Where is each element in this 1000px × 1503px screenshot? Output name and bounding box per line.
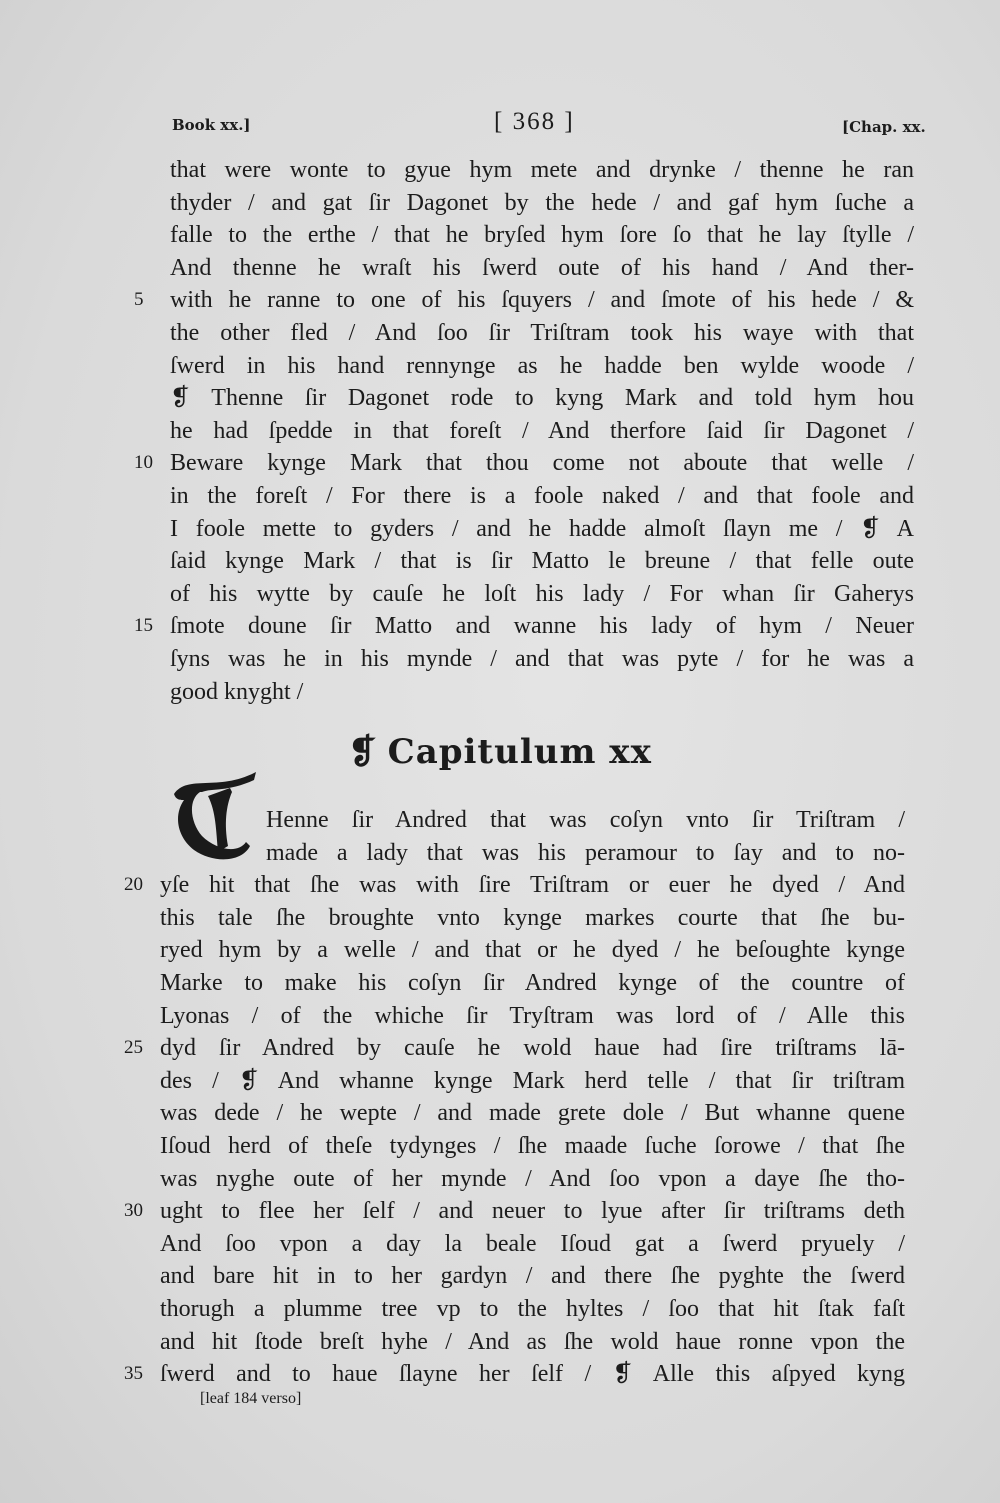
line-number: 35 — [124, 1363, 143, 1385]
line-text: falle to the erthe / that he bryſed hym ſore ſo that he lay ſtylle / — [170, 222, 914, 249]
line-text: good knyght / — [170, 678, 304, 705]
line-text: ❡ Thenne ſir Dagonet rode to kyng Mark and told hym hou — [170, 385, 914, 412]
text-line — [266, 837, 905, 870]
line-text: with he ranne to one of his ſquyers / and ſmote of his hede / & — [170, 287, 914, 314]
text-line — [170, 219, 914, 252]
line-text: Lyonas / of the whiche ſir Tryſtram was lord of / Alle this — [160, 1002, 905, 1029]
text-line — [134, 284, 914, 317]
text-line — [160, 1130, 905, 1163]
line-number: 20 — [124, 874, 143, 896]
text-line — [124, 1032, 905, 1065]
text-line — [170, 676, 914, 709]
line-text: thorugh a plumme tree vp to the hyltes / ſoo that hit ſtak faſt — [160, 1295, 905, 1322]
text-line — [266, 804, 905, 837]
text-line — [134, 610, 914, 643]
line-text: that were wonte to gyue hym mete and drynke / thenne he ran — [170, 157, 914, 183]
text-line — [160, 967, 905, 1000]
line-text: Beware kynge Mark that thou come not aboute that welle / — [170, 450, 914, 477]
line-text: dyd ſir Andred by cauſe he wold haue had ſire triſtrams lā- — [160, 1035, 905, 1062]
text-line — [124, 1195, 905, 1228]
text-line — [160, 1097, 905, 1130]
text-line — [160, 1293, 905, 1326]
text-line — [170, 578, 914, 611]
page-number: [ 368 ] — [494, 108, 575, 135]
text-line — [160, 1260, 905, 1293]
text-line — [134, 447, 914, 480]
line-text: of his wytte by cauſe he loſt his lady / For whan ſir Gaherys — [170, 580, 914, 607]
line-text: des / ❡ And whanne kynge Mark herd telle / that ſir triſtram — [160, 1067, 905, 1094]
line-number: 15 — [134, 615, 153, 637]
text-line — [170, 545, 914, 578]
header-book-label: Book xx.] — [172, 116, 251, 134]
line-text: thyder / and gat ſir Dagonet by the hede / and gaf hym ſuche a — [170, 189, 914, 216]
leaf-note: [leaf 184 verso] — [200, 1390, 302, 1407]
header-chapter-label: [Chap. xx. — [842, 118, 926, 136]
paragraph-1 — [134, 154, 914, 708]
line-text: made a lady that was his peramour to ſay and to no- — [266, 839, 905, 866]
text-line — [170, 350, 914, 383]
text-line — [160, 934, 905, 967]
line-text: ſyns was he in his mynde / and that was pyte / for he was a — [170, 645, 914, 672]
line-text: he had ſpedde in that foreſt / And therfore ſaid ſir Dagonet / — [170, 417, 914, 444]
text-line — [160, 902, 905, 935]
text-line — [160, 1000, 905, 1033]
text-line — [170, 643, 914, 676]
line-number: 25 — [124, 1037, 143, 1059]
line-text: and bare hit in to her gardyn / and there ſhe pyghte the ſwerd — [160, 1263, 905, 1290]
text-line — [170, 154, 914, 187]
line-text: yſe hit that ſhe was with ſire Triſtram or euer he dyed / And — [160, 872, 905, 899]
text-line — [170, 513, 914, 546]
line-text: ſaid kynge Mark / that is ſir Matto le breune / that felle oute — [170, 548, 914, 575]
line-number: 10 — [134, 452, 153, 474]
chapter-heading — [0, 732, 1000, 772]
chapter-title: Capitulum xx — [387, 732, 652, 772]
pilcrow-icon: ❡ — [348, 732, 378, 772]
line-text: Henne ſir Andred that was coſyn vnto ſir Triſtram / — [266, 807, 905, 833]
text-line — [170, 187, 914, 220]
line-text: the other fled / And ſoo ſir Triſtram took his waye with that — [170, 319, 914, 346]
text-line — [170, 480, 914, 513]
line-text: and hit ſtode breſt hyhe / And as ſhe wold haue ronne vpon the — [160, 1328, 905, 1355]
line-text: And ſoo vpon a day la beale Iſoud gat a ſwerd pryuely / — [160, 1230, 905, 1257]
text-line — [160, 1065, 905, 1098]
running-header — [0, 108, 1000, 148]
line-text: I foole mette to gyders / and he hadde almoſt ſlayn me / ❡ A — [170, 515, 914, 542]
line-text: was dede / he wepte / and made grete dole / But whanne quene — [160, 1100, 905, 1127]
line-text: this tale ſhe broughte vnto kynge markes courte that ſhe bu- — [160, 904, 905, 931]
text-line — [160, 1326, 905, 1359]
line-text: ſwerd and to haue ſlayne her ſelf / ❡ Alle this aſpyed kyng — [160, 1361, 905, 1388]
text-line — [170, 317, 914, 350]
paragraph-2 — [124, 804, 905, 1391]
line-text: And thenne he wraſt his ſwerd oute of his hand / And ther- — [170, 254, 914, 281]
line-text: was nyghe oute of her mynde / And ſoo vpon a daye ſhe tho- — [160, 1165, 905, 1192]
text-line — [160, 1163, 905, 1196]
line-text: ſwerd in his hand rennynge as he hadde ben wylde woode / — [170, 352, 914, 379]
line-text: Iſoud herd of theſe tydynges / ſhe maade ſuche ſorowe / that ſhe — [160, 1132, 905, 1159]
text-line — [160, 1228, 905, 1261]
text-line — [170, 382, 914, 415]
line-text: ryed hym by a welle / and that or he dyed / he beſoughte kynge — [160, 937, 905, 964]
line-number: 5 — [134, 289, 144, 311]
text-line — [170, 415, 914, 448]
text-line — [124, 869, 905, 902]
line-text: in the foreſt / For there is a foole naked / and that foole and — [170, 482, 914, 509]
line-number: 30 — [124, 1200, 143, 1222]
line-text: ſmote doune ſir Matto and wanne his lady of hym / Neuer — [170, 613, 914, 640]
line-text: ught to flee her ſelf / and neuer to lyue after ſir triſtrams deth — [160, 1198, 905, 1225]
text-line — [124, 1358, 905, 1391]
line-text: Marke to make his coſyn ſir Andred kynge of the countre of — [160, 969, 905, 996]
text-line — [170, 252, 914, 285]
